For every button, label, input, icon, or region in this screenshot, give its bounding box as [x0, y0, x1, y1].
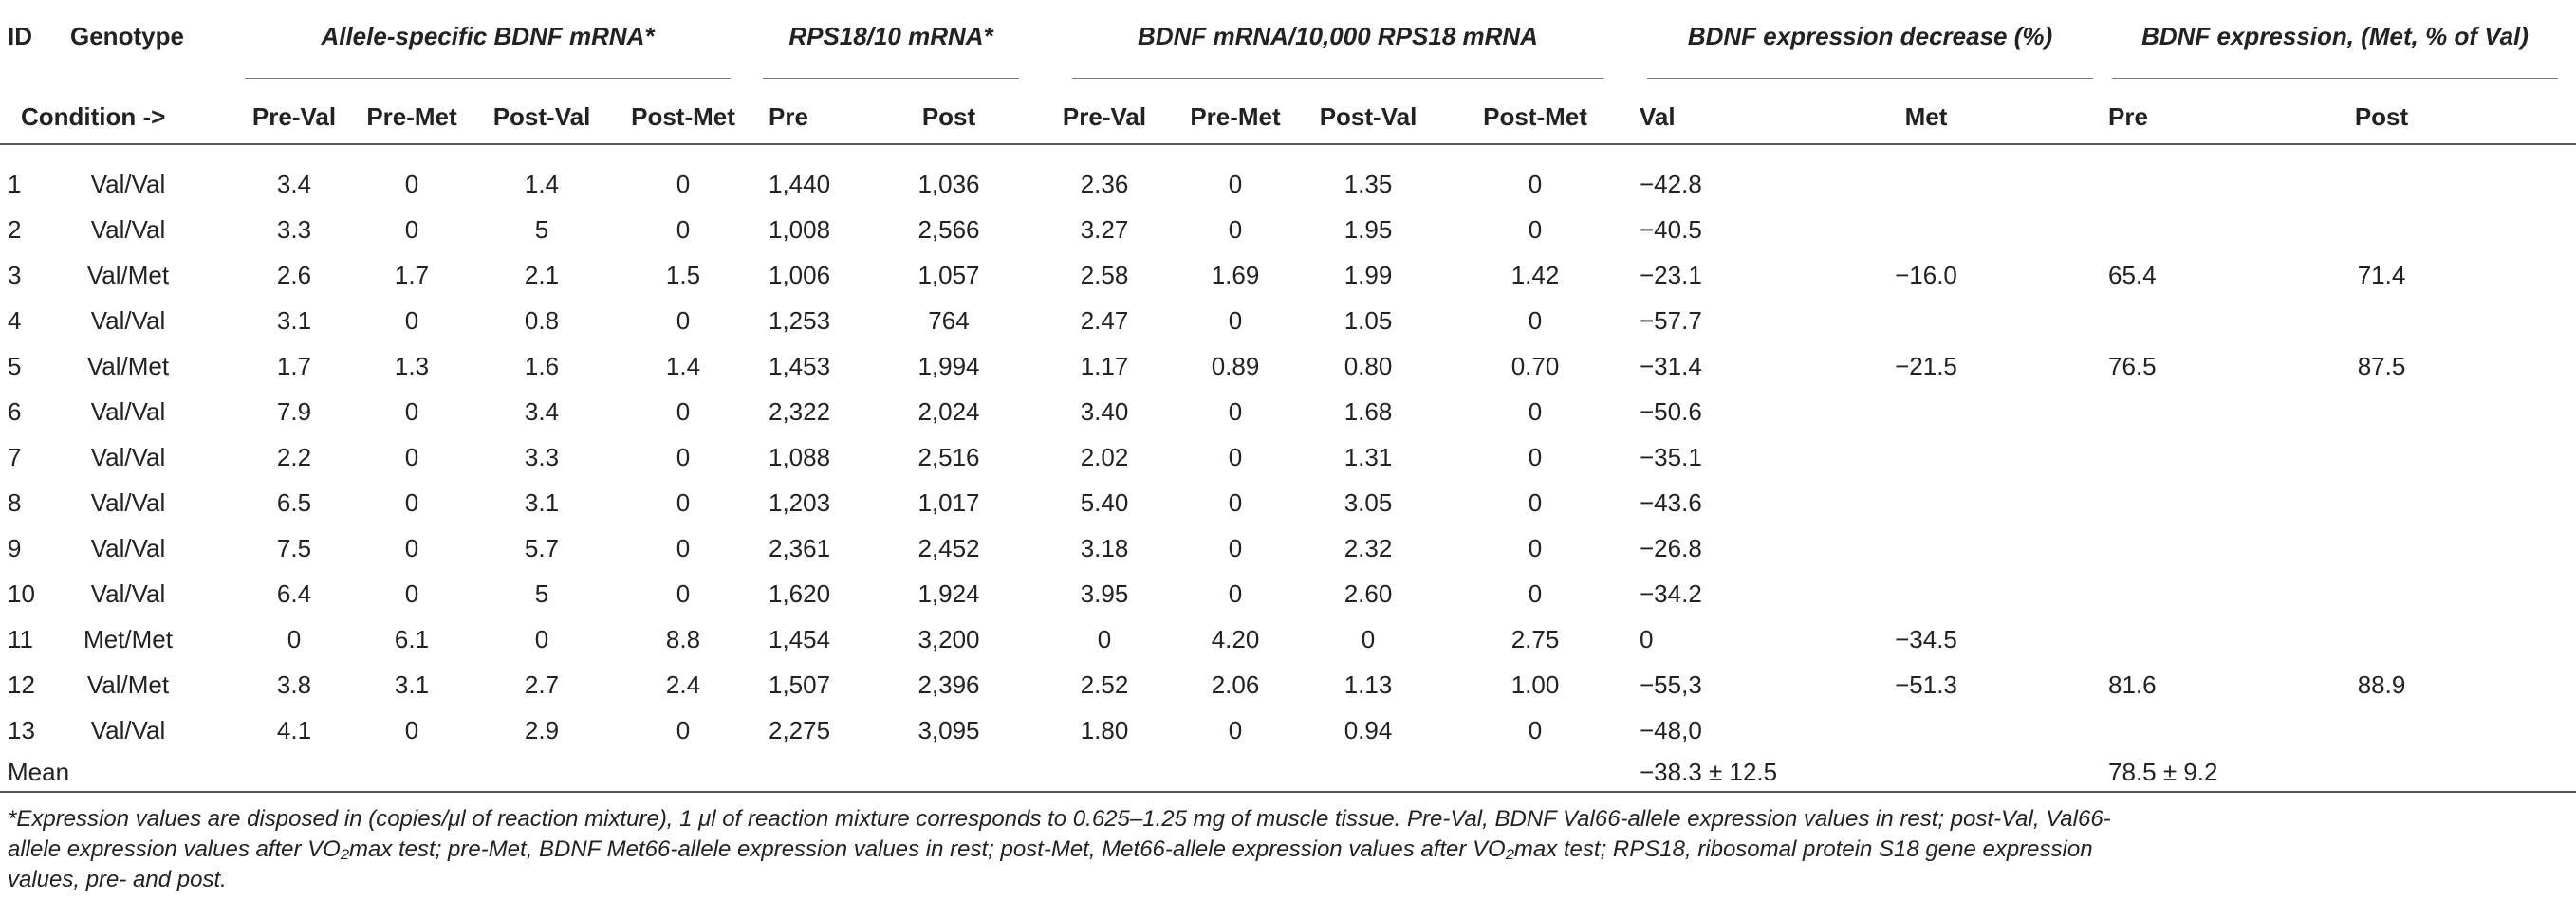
cell-post-met: 1.4: [665, 352, 701, 380]
cell-id: 6: [8, 397, 22, 426]
cell-n-pre-val: 2.47: [1080, 306, 1129, 335]
cell-post-val: 0: [534, 625, 549, 653]
cell-rps-post: 2,024: [917, 397, 980, 426]
header-id: ID: [8, 22, 32, 50]
table-bottom-rule: [0, 791, 2576, 793]
cell-n-pre-met: 0: [1228, 579, 1243, 608]
cell-rps-pre: 2,361: [769, 534, 831, 562]
cell-pre-val: 6.4: [276, 579, 312, 608]
cell-rps-pre: 1,008: [769, 215, 831, 244]
cell-rps-pre: 2,322: [769, 397, 831, 426]
cell-dec-met: [1869, 207, 1983, 252]
cell-rps-post: 1,057: [917, 261, 980, 289]
cell-n-pre-met: 0: [1228, 306, 1243, 335]
cell-n-pre-met: 0: [1228, 215, 1243, 244]
cell-dec-val: −26.8: [1640, 534, 1702, 562]
cell-n-post-met: 0: [1528, 443, 1543, 471]
table-row: [0, 434, 2576, 480]
cell-pre-val: 4.1: [276, 716, 312, 744]
cell-dec-met: −51.3: [1895, 670, 1957, 699]
cell-pre-val: 3.4: [276, 170, 312, 198]
cell-dec-met: [1869, 161, 1983, 207]
cell-pct-post: 71.4: [2357, 261, 2406, 289]
cell-n-pre-val: 0: [1097, 625, 1112, 653]
cell-post-val: 2.9: [524, 716, 560, 744]
cell-post-val: 1.4: [524, 170, 560, 198]
cell-n-post-met: 0: [1528, 579, 1543, 608]
cell-rps-post: 2,396: [917, 670, 980, 699]
cell-pct-post: [2334, 525, 2429, 571]
cell-pre-val: 7.9: [276, 397, 312, 426]
table-row: [0, 343, 2576, 389]
cell-post-met: 0: [676, 397, 691, 426]
cell-genotype: Val/Met: [86, 352, 170, 380]
cell-pre-met: 0: [404, 397, 419, 426]
cell-dec-val: −40.5: [1640, 215, 1702, 244]
cell-rps-post: 2,566: [917, 215, 980, 244]
cell-post-val: 3.1: [524, 488, 560, 517]
cell-post-val: 3.4: [524, 397, 560, 426]
cell-pre-val: 2.6: [276, 261, 312, 289]
cell-pre-met: 0: [404, 488, 419, 517]
table-row: [0, 480, 2576, 525]
cell-pct-pre: [2108, 161, 2203, 207]
cell-dec-val: −57.7: [1640, 306, 1702, 335]
cell-id: 12: [8, 670, 35, 699]
footnote-line-1: *Expression values are disposed in (copies/μl of reaction mixture), 1 μl of reaction mixture corresponds to 0.625–1.25 mg of muscle tissue. Pre-Val, BDNF Val66-allele expression values in rest; post-Val, Val66-: [8, 806, 2111, 832]
cell-dec-val: −48,0: [1640, 716, 1702, 744]
cell-n-pre-val: 1.17: [1080, 352, 1129, 380]
cell-genotype: Met/Met: [83, 625, 173, 653]
footnote-line-3: values, pre- and post.: [8, 867, 227, 892]
cell-dec-met: [1869, 525, 1983, 571]
header-norm-pre-met: Pre-Met: [1190, 102, 1281, 131]
cell-post-val: 5: [534, 579, 549, 608]
cell-genotype: Val/Val: [90, 534, 166, 562]
cell-n-pre-met: 0: [1228, 397, 1243, 426]
cell-dec-val: −55,3: [1640, 670, 1702, 699]
cell-id: 7: [8, 443, 22, 471]
mean-decrease-val: −38.3 ± 12.5: [1640, 758, 1778, 786]
table-row: [0, 571, 2576, 616]
cell-post-val: 1.6: [524, 352, 560, 380]
header-pct-pre: Pre: [2108, 102, 2148, 131]
header-row-2: [0, 94, 2576, 139]
cell-pre-val: 7.5: [276, 534, 312, 562]
cell-dec-val: 0: [1640, 625, 1654, 653]
cell-n-post-val: 1.68: [1344, 397, 1393, 426]
header-pre-val: Pre-Val: [251, 102, 337, 131]
cell-n-post-val: 0.94: [1344, 716, 1393, 744]
cell-genotype: Val/Met: [86, 670, 170, 699]
cell-pre-val: 2.2: [276, 443, 312, 471]
cell-rps-pre: 1,203: [769, 488, 831, 517]
cell-post-met: 2.4: [665, 670, 701, 699]
table-row: [0, 525, 2576, 571]
cell-pre-val: 6.5: [276, 488, 312, 517]
cell-pct-post: [2334, 707, 2429, 753]
cell-n-post-val: 1.35: [1344, 170, 1393, 198]
cell-pct-post: [2334, 480, 2429, 525]
cell-post-met: 0: [676, 488, 691, 517]
cell-post-met: 0: [676, 534, 691, 562]
mean-pct-pre: 78.5 ± 9.2: [2108, 758, 2218, 786]
cell-n-pre-met: 0: [1228, 534, 1243, 562]
cell-dec-met: [1869, 571, 1983, 616]
cell-pre-met: 0: [404, 534, 419, 562]
cell-n-post-val: 0: [1361, 625, 1376, 653]
cell-rps-pre: 1,507: [769, 670, 831, 699]
cell-pct-pre: [2108, 571, 2203, 616]
cell-dec-met: [1869, 480, 1983, 525]
cell-n-post-val: 3.05: [1344, 488, 1393, 517]
cell-rps-pre: 1,006: [769, 261, 831, 289]
cell-dec-val: −34.2: [1640, 579, 1702, 608]
header-bdnf-per-rps-group: BDNF mRNA/10,000 RPS18 mRNA: [1138, 22, 1538, 50]
cell-rps-pre: 2,275: [769, 716, 831, 744]
cell-pct-pre: [2108, 434, 2203, 480]
cell-n-post-met: 0: [1528, 215, 1543, 244]
cell-id: 1: [8, 170, 22, 198]
cell-genotype: Val/Val: [90, 488, 166, 517]
cell-pre-met: 6.1: [394, 625, 430, 653]
cell-dec-met: [1869, 707, 1983, 753]
cell-genotype: Val/Val: [90, 306, 166, 335]
cell-rps-pre: 1,088: [769, 443, 831, 471]
cell-rps-post: 1,017: [917, 488, 980, 517]
mean-row: [0, 749, 2576, 795]
cell-n-post-met: 0: [1528, 488, 1543, 517]
cell-pct-post: [2334, 434, 2429, 480]
group-rule-decrease: [1647, 78, 2093, 79]
cell-n-post-met: 2.75: [1510, 625, 1560, 653]
cell-genotype: Val/Val: [90, 397, 166, 426]
cell-n-pre-val: 3.18: [1080, 534, 1129, 562]
cell-post-met: 0: [676, 215, 691, 244]
cell-n-pre-met: 0: [1228, 488, 1243, 517]
cell-id: 11: [8, 625, 33, 653]
mean-label: Mean: [8, 758, 70, 786]
cell-genotype: Val/Val: [90, 443, 166, 471]
cell-pre-met: 3.1: [394, 670, 430, 699]
cell-post-val: 5: [534, 215, 549, 244]
header-norm-pre-val: Pre-Val: [1062, 102, 1147, 131]
cell-n-pre-val: 3.95: [1080, 579, 1129, 608]
cell-genotype: Val/Val: [90, 716, 166, 744]
table-row: [0, 616, 2576, 662]
cell-genotype: Val/Val: [90, 215, 166, 244]
cell-pct-pre: [2108, 389, 2203, 434]
cell-pre-met: 1.3: [394, 352, 430, 380]
header-decrease-met: Met: [1904, 102, 1948, 131]
cell-n-post-met: 1.00: [1510, 670, 1560, 699]
cell-id: 8: [8, 488, 22, 517]
cell-n-post-met: 0: [1528, 170, 1543, 198]
group-rule-met-pct: [2112, 78, 2558, 79]
cell-n-pre-met: 0: [1228, 170, 1243, 198]
cell-n-pre-met: 2.06: [1211, 670, 1260, 699]
cell-dec-val: −43.6: [1640, 488, 1702, 517]
header-genotype: Genotype: [70, 22, 184, 50]
cell-n-post-val: 1.13: [1344, 670, 1393, 699]
header-rps-pre: Pre: [769, 102, 808, 131]
cell-n-pre-val: 1.80: [1080, 716, 1129, 744]
cell-dec-val: −42.8: [1640, 170, 1702, 198]
header-pre-met: Pre-Met: [366, 102, 457, 131]
cell-dec-val: −23.1: [1640, 261, 1702, 289]
cell-pct-pre: [2108, 525, 2203, 571]
cell-post-met: 8.8: [665, 625, 701, 653]
cell-pct-post: [2334, 207, 2429, 252]
cell-rps-pre: 1,453: [769, 352, 831, 380]
cell-post-met: 0: [676, 716, 691, 744]
cell-dec-met: −16.0: [1895, 261, 1957, 289]
cell-id: 13: [8, 716, 35, 744]
cell-pct-pre: [2108, 480, 2203, 525]
footnote-line-2: allele expression values after VO₂max test; pre-Met, BDNF Met66-allele expression values in rest; post-Met, Met66-allele expression values after VO₂max test; RPS18, ribosomal protein S18 gene expression: [8, 836, 2093, 862]
cell-n-pre-met: 0: [1228, 716, 1243, 744]
header-rps-post: Post: [921, 102, 976, 131]
cell-n-pre-met: 0.89: [1211, 352, 1260, 380]
cell-pct-post: 88.9: [2357, 670, 2406, 699]
group-rule-rps: [763, 78, 1019, 79]
cell-n-pre-val: 3.40: [1080, 397, 1129, 426]
cell-post-val: 5.7: [524, 534, 560, 562]
cell-rps-post: 1,994: [917, 352, 980, 380]
cell-n-post-met: 0: [1528, 716, 1543, 744]
cell-id: 5: [8, 352, 22, 380]
cell-pct-post: [2334, 571, 2429, 616]
cell-pre-val: 3.1: [276, 306, 312, 335]
header-row-1: [0, 13, 2576, 59]
cell-pre-met: 0: [404, 716, 419, 744]
cell-pct-pre: 76.5: [2108, 352, 2157, 380]
cell-pct-pre: [2108, 298, 2203, 343]
cell-dec-met: −34.5: [1895, 625, 1957, 653]
cell-n-post-met: 0.70: [1510, 352, 1560, 380]
cell-rps-post: 3,200: [917, 625, 980, 653]
cell-pre-met: 0: [404, 579, 419, 608]
cell-n-pre-met: 0: [1228, 443, 1243, 471]
header-norm-post-met: Post-Met: [1483, 102, 1587, 131]
cell-id: 3: [8, 261, 22, 289]
cell-dec-val: −50.6: [1640, 397, 1702, 426]
cell-post-met: 0: [676, 306, 691, 335]
cell-n-post-met: 0: [1528, 534, 1543, 562]
cell-pct-post: [2334, 389, 2429, 434]
group-rule-bdnf-per-rps: [1072, 78, 1603, 79]
cell-n-pre-val: 5.40: [1080, 488, 1129, 517]
header-met-pct-group: BDNF expression, (Met, % of Val): [2141, 22, 2529, 50]
cell-pre-met: 0: [404, 306, 419, 335]
group-rule-allele: [245, 78, 731, 79]
header-decrease-val: Val: [1640, 102, 1676, 131]
header-bottom-rule: [0, 143, 2576, 145]
cell-pre-met: 0: [404, 215, 419, 244]
cell-n-post-met: 0: [1528, 397, 1543, 426]
cell-n-post-met: 1.42: [1510, 261, 1560, 289]
cell-dec-met: [1869, 434, 1983, 480]
cell-pre-val: 0: [287, 625, 302, 653]
cell-n-pre-val: 3.27: [1080, 215, 1129, 244]
cell-rps-post: 1,036: [917, 170, 980, 198]
cell-id: 2: [8, 215, 22, 244]
table-row: [0, 207, 2576, 252]
header-post-val: Post-Val: [492, 102, 591, 131]
cell-n-post-met: 0: [1528, 306, 1543, 335]
cell-pre-val: 3.8: [276, 670, 312, 699]
cell-n-post-val: 1.99: [1344, 261, 1393, 289]
cell-rps-post: 1,924: [917, 579, 980, 608]
cell-pct-pre: 65.4: [2108, 261, 2157, 289]
cell-rps-post: 3,095: [917, 716, 980, 744]
table-row: [0, 662, 2576, 707]
cell-post-val: 2.7: [524, 670, 560, 699]
cell-pct-post: [2334, 616, 2429, 662]
cell-dec-met: −21.5: [1895, 352, 1957, 380]
cell-n-post-val: 2.32: [1344, 534, 1393, 562]
cell-rps-post: 764: [928, 306, 970, 335]
cell-post-val: 3.3: [524, 443, 560, 471]
cell-n-pre-val: 2.58: [1080, 261, 1129, 289]
cell-n-pre-val: 2.02: [1080, 443, 1129, 471]
cell-n-pre-met: 1.69: [1211, 261, 1260, 289]
cell-n-post-val: 1.95: [1344, 215, 1393, 244]
header-post-met: Post-Met: [631, 102, 735, 131]
table-row: [0, 252, 2576, 298]
cell-n-pre-val: 2.36: [1080, 170, 1129, 198]
cell-pct-pre: [2108, 616, 2203, 662]
cell-n-pre-val: 2.52: [1080, 670, 1129, 699]
cell-pre-met: 0: [404, 443, 419, 471]
table-row: [0, 161, 2576, 207]
table-row: [0, 298, 2576, 343]
cell-id: 10: [8, 579, 35, 608]
cell-post-met: 0: [676, 170, 691, 198]
cell-pct-post: 87.5: [2357, 352, 2406, 380]
header-decrease-group: BDNF expression decrease (%): [1687, 22, 2053, 50]
cell-rps-post: 2,516: [917, 443, 980, 471]
cell-post-val: 2.1: [524, 261, 560, 289]
cell-pct-post: [2334, 298, 2429, 343]
cell-pct-post: [2334, 161, 2429, 207]
header-allele-group: Allele-specific BDNF mRNA*: [321, 22, 655, 50]
cell-rps-pre: 1,620: [769, 579, 831, 608]
cell-post-val: 0.8: [524, 306, 560, 335]
cell-genotype: Val/Val: [90, 579, 166, 608]
cell-pre-met: 1.7: [394, 261, 430, 289]
cell-id: 9: [8, 534, 22, 562]
header-rps-group: RPS18/10 mRNA*: [788, 22, 993, 50]
cell-n-pre-met: 4.20: [1211, 625, 1260, 653]
header-condition: Condition ->: [21, 102, 166, 131]
cell-pre-val: 3.3: [276, 215, 312, 244]
cell-dec-met: [1869, 298, 1983, 343]
cell-pct-pre: 81.6: [2108, 670, 2157, 699]
table-footnote: [8, 804, 2569, 895]
table-row: [0, 707, 2576, 753]
cell-pre-val: 1.7: [276, 352, 312, 380]
cell-post-met: 0: [676, 579, 691, 608]
cell-post-met: 1.5: [665, 261, 701, 289]
cell-pct-pre: [2108, 707, 2203, 753]
cell-dec-met: [1869, 389, 1983, 434]
cell-genotype: Val/Val: [90, 170, 166, 198]
cell-id: 4: [8, 306, 22, 335]
cell-pre-met: 0: [404, 170, 419, 198]
cell-n-post-val: 1.05: [1344, 306, 1393, 335]
cell-rps-pre: 1,454: [769, 625, 831, 653]
cell-post-met: 0: [676, 443, 691, 471]
cell-pct-pre: [2108, 207, 2203, 252]
cell-genotype: Val/Met: [86, 261, 170, 289]
cell-n-post-val: 0.80: [1344, 352, 1393, 380]
cell-n-post-val: 2.60: [1344, 579, 1393, 608]
cell-n-post-val: 1.31: [1344, 443, 1393, 471]
cell-rps-post: 2,452: [917, 534, 980, 562]
cell-dec-val: −35.1: [1640, 443, 1702, 471]
header-norm-post-val: Post-Val: [1319, 102, 1418, 131]
cell-rps-pre: 1,253: [769, 306, 831, 335]
cell-rps-pre: 1,440: [769, 170, 831, 198]
table-row: [0, 389, 2576, 434]
header-pct-post: Post: [2354, 102, 2409, 131]
cell-dec-val: −31.4: [1640, 352, 1702, 380]
